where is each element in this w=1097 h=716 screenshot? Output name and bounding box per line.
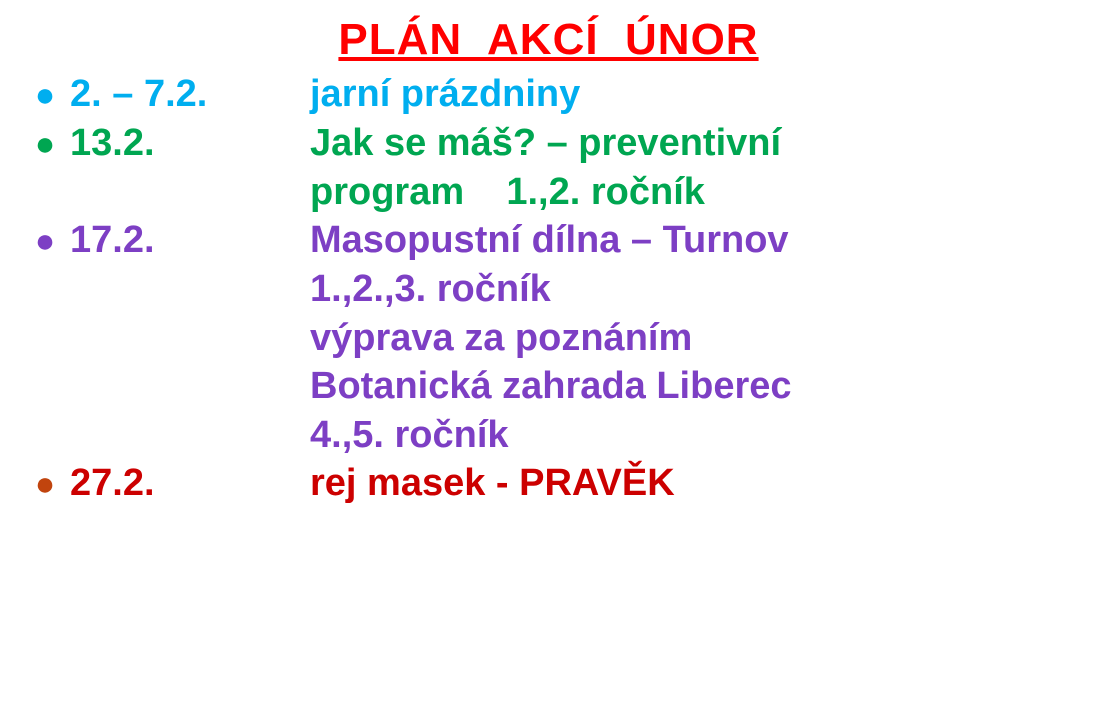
event-text: Jak se máš? – preventivní <box>310 122 782 165</box>
event-continuation-line: program 1.,2. ročník <box>310 170 705 213</box>
event-continuation-line: výprava za poznáním <box>310 316 693 359</box>
event-first-line <box>70 459 1097 508</box>
event-date: 2. – 7.2. <box>70 73 208 116</box>
event-first-line <box>70 70 1097 119</box>
list-item <box>20 216 1097 459</box>
event-date: 17.2. <box>70 219 155 262</box>
list-item <box>20 119 1097 216</box>
page-title: PLÁN AKCÍ ÚNOR <box>338 15 759 64</box>
event-text: Masopustní dílna – Turnov <box>310 219 789 262</box>
event-text: jarní prázdniny <box>310 73 581 116</box>
event-entry <box>70 459 1097 508</box>
bullet-dot-icon: ● <box>34 222 56 261</box>
event-first-line <box>70 216 1097 265</box>
list-item <box>20 70 1097 119</box>
event-date: 27.2. <box>70 462 155 505</box>
event-entry <box>70 119 1097 216</box>
list-item <box>20 459 1097 508</box>
slide-canvas <box>0 16 1097 716</box>
event-first-line <box>70 119 1097 168</box>
event-entry <box>70 216 1097 459</box>
bullet-dot-icon: ● <box>34 125 56 164</box>
event-date: 13.2. <box>70 122 155 165</box>
event-text: rej masek - PRAVĚK <box>310 462 675 505</box>
bullet-dot-icon: ● <box>34 465 56 504</box>
bullet-dot-icon: ● <box>34 76 56 115</box>
event-continuation-line: 4.,5. ročník <box>310 413 509 456</box>
event-entry <box>70 70 1097 119</box>
event-list <box>0 70 1097 508</box>
event-continuation-line: Botanická zahrada Liberec <box>310 365 792 408</box>
event-continuation-line: 1.,2.,3. ročník <box>310 267 551 310</box>
